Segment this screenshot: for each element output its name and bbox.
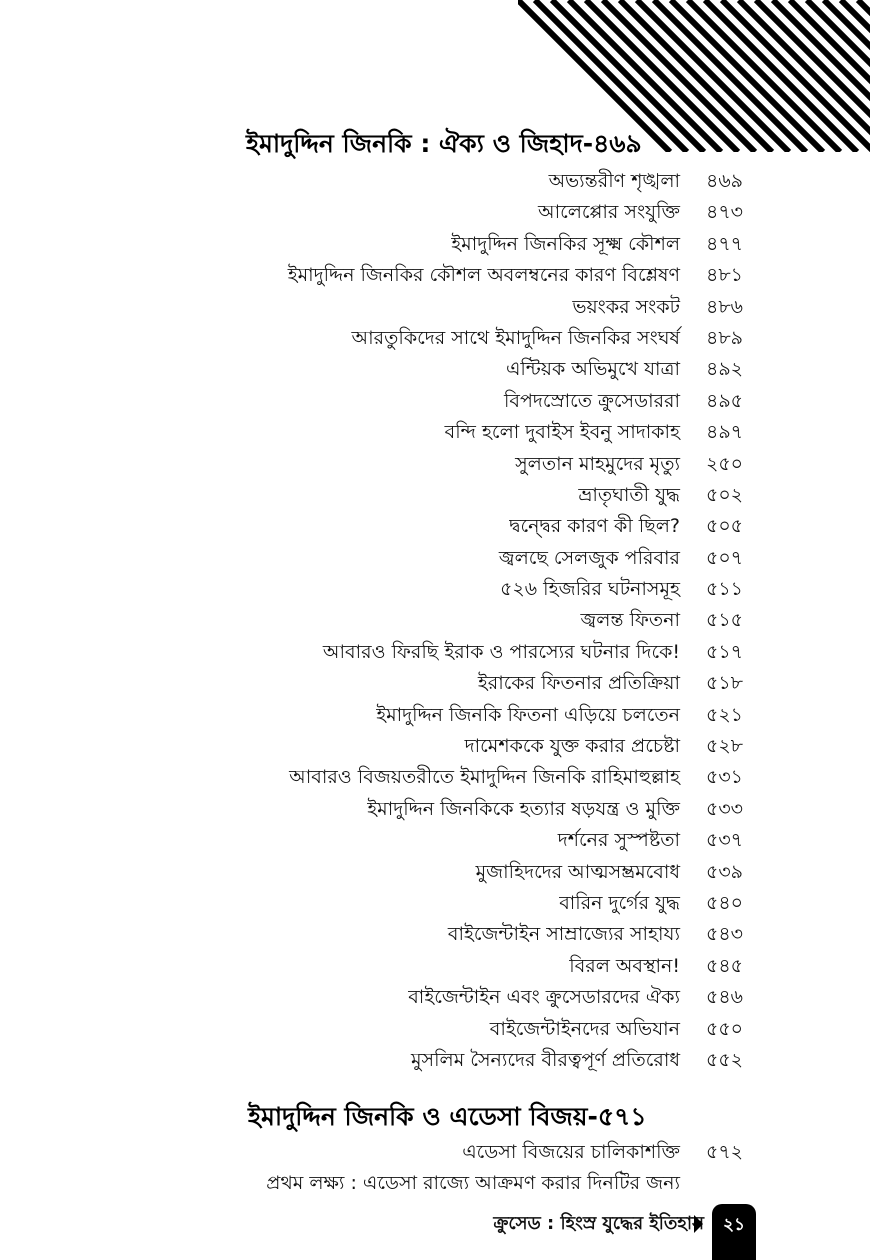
- toc-entry-page: ৫৫২: [706, 1048, 744, 1071]
- toc-entry-page: ৫৪৫: [706, 954, 743, 977]
- toc-entry-page: ৫০২: [706, 483, 744, 506]
- toc-entry-page: ৫০৭: [706, 546, 744, 569]
- toc-entry-title: ৫২৬ হিজরির ঘটনাসমূহ: [500, 578, 680, 601]
- toc-entry-title: জ্বলছে সেলজুক পরিবার: [498, 546, 680, 569]
- running-footer-book-title: ক্রুসেড : হিংস্র যুদ্ধের ইতিহাস: [493, 1213, 704, 1234]
- toc-entry: [0, 292, 870, 323]
- toc-entry-page: ৫১৭: [706, 640, 744, 663]
- toc-entry-page: ৫৩১: [706, 766, 744, 789]
- toc-entry-title: বিপদস্রোতে ক্রুসেডাররা: [503, 389, 680, 412]
- toc-entry: [0, 762, 870, 793]
- toc-entry-title: দর্শনের সুস্পষ্টতা: [557, 829, 680, 852]
- toc-entry-title: বাইজেন্টাইনদের অভিযান: [489, 1017, 680, 1040]
- toc-entry-title: এডেসা বিজয়ের চালিকাশক্তি: [462, 1141, 680, 1163]
- toc-entry: [0, 794, 870, 825]
- toc-entry-title: প্রথম লক্ষ্য : এডেসা রাজ্যে আক্রমণ করার দিনটির জন্য: [266, 1172, 680, 1195]
- toc-entry-page: ৫১৮: [706, 672, 743, 695]
- toc-entry-title: মুজাহিদদের আত্মসম্ভ্রমবোধ: [475, 860, 680, 883]
- toc-entry-page: ৫০৫: [706, 515, 744, 538]
- toc-entry-title: বারিন দুর্গের যুদ্ধ: [559, 891, 680, 914]
- toc-entry-title: আবারও বিজয়তরীতে ইমাদুদ্দিন জিনকি রাহিমাহুল্লাহ: [289, 766, 680, 789]
- toc-entry: [0, 166, 870, 197]
- toc-entry: [0, 1014, 870, 1045]
- toc-entry: [0, 511, 870, 542]
- toc-entry: [0, 449, 870, 480]
- toc-entry-page: ৪৮৬: [706, 295, 744, 318]
- toc-entry: [0, 825, 870, 856]
- toc-entry-page: ৫২৮: [706, 735, 744, 758]
- toc-entry-page: ৫৪৩: [706, 923, 744, 946]
- toc-entry: [0, 354, 870, 385]
- toc-list-2: [0, 1137, 870, 1200]
- toc-entry: [0, 888, 870, 919]
- toc-entry-page: ৪৭৩: [706, 201, 744, 224]
- toc-entry-page: ৫৩৭: [706, 829, 744, 852]
- toc-entry: [0, 480, 870, 511]
- toc-entry-page: ২৫০: [706, 452, 744, 475]
- footer-arrow-icon: [694, 1215, 703, 1233]
- toc-entry-title: আলেপ্পোর সংযুক্তি: [537, 201, 680, 224]
- toc-entry-page: ৫৫০: [706, 1017, 744, 1040]
- toc-entry: [0, 260, 870, 291]
- toc-entry-title: দ্বন্দ্বের কারণ কী ছিল?: [509, 515, 680, 538]
- toc-entry-page: ৫৪৬: [706, 986, 744, 1009]
- toc-entry-page: ৪৮৯: [706, 326, 743, 349]
- section-heading-2: ইমাদুদ্দিন জিনকি ও এডেসা বিজয়-৫৭১: [248, 1102, 647, 1131]
- toc-entry-title: মুসলিম সৈন্যদের বীরত্বপূর্ণ প্রতিরোধ: [411, 1048, 680, 1071]
- page-number: ২১: [722, 1215, 746, 1235]
- toc-entry-title: ইরাকের ফিতনার প্রতিক্রিয়া: [477, 672, 680, 695]
- toc-entry: [0, 417, 870, 448]
- toc-entry-title: ইমাদুদ্দিন জিনকিকে হত্যার ষড়যন্ত্র ও মুক্তি: [367, 797, 680, 820]
- toc-entry: [0, 637, 870, 668]
- toc-entry-title: অভ্যন্তরীণ শৃঙ্খলা: [548, 170, 680, 192]
- toc-entry-title: বাইজেন্টাইন সাম্রাজ্যের সাহায্য: [447, 923, 680, 946]
- toc-entry-page: ৪৬৯: [706, 170, 744, 192]
- toc-entry-title: সুলতান মাহমুদের মৃত্যু: [515, 452, 680, 475]
- toc-entry: [0, 574, 870, 605]
- toc-entry: [0, 543, 870, 574]
- section-heading-1: ইমাদুদ্দিন জিনকি : ঐক্য ও জিহাদ-৪৬৯: [246, 129, 642, 158]
- toc-list-1: [0, 166, 870, 1076]
- toc-entry-page: ৫২১: [706, 703, 744, 726]
- toc-entry: [0, 1137, 870, 1168]
- toc-entry-title: বিরল অবস্থান!: [569, 954, 680, 977]
- toc-entry-page: ৫১১: [706, 578, 743, 601]
- toc-entry-title: বন্দি হলো দুবাইস ইবনু সাদাকাহ: [444, 421, 680, 444]
- toc-entry-page: ৪৯৫: [706, 389, 743, 412]
- toc-entry-title: এন্টিয়ক অভিমুখে যাত্রা: [505, 358, 680, 381]
- toc-entry-title: আবারও ফিরছি ইরাক ও পারস্যের ঘটনার দিকে!: [322, 640, 680, 663]
- toc-entry: [0, 857, 870, 888]
- toc-entry: [0, 700, 870, 731]
- toc-entry: [0, 951, 870, 982]
- toc-entry: [0, 323, 870, 354]
- toc-entry-title: দামেশককে যুক্ত করার প্রচেষ্টা: [464, 735, 680, 758]
- page-number-tab: [712, 1204, 756, 1260]
- toc-entry-page: ৪৮১: [706, 264, 743, 287]
- toc-entry: [0, 605, 870, 636]
- toc-entry-title: ভ্রাতৃঘাতী যুদ্ধ: [578, 483, 680, 506]
- toc-entry-title: ইমাদুদ্দিন জিনকির কৌশল অবলম্বনের কারণ বিশ্লেষণ: [287, 264, 680, 287]
- toc-entry-page: ৪৯৭: [706, 421, 744, 444]
- toc-entry-title: আরতুকিদের সাথে ইমাদুদ্দিন জিনকির সংঘর্ষ: [351, 326, 680, 349]
- toc-entry-page: ৪৭৭: [706, 232, 744, 255]
- toc-entry-page: ৫৩৯: [706, 860, 744, 883]
- toc-entry-page: ৫১৫: [706, 609, 743, 632]
- toc-entry-page: ৫৩৩: [706, 797, 744, 820]
- toc-entry-page: ৪৯২: [706, 358, 744, 381]
- toc-entry-title: ইমাদুদ্দিন জিনকি ফিতনা এড়িয়ে চলতেন: [376, 703, 680, 726]
- toc-entry: [0, 197, 870, 228]
- toc-entry-title: জ্বলন্ত ফিতনা: [580, 609, 680, 632]
- toc-entry: [0, 229, 870, 260]
- toc-entry: [0, 668, 870, 699]
- toc-entry: [0, 919, 870, 950]
- toc-entry: [0, 982, 870, 1013]
- toc-entry: [0, 731, 870, 762]
- toc-entry-title: ইমাদুদ্দিন জিনকির সূক্ষ্ম কৌশল: [451, 232, 680, 255]
- toc-entry-title: বাইজেন্টাইন এবং ক্রুসেডারদের ঐক্য: [408, 986, 680, 1009]
- toc-entry-page: ৫৪০: [706, 891, 744, 914]
- toc-entry: [0, 386, 870, 417]
- toc-entry-title: ভয়ংকর সংকট: [572, 295, 680, 318]
- toc-entry-page: ৫৭২: [706, 1141, 744, 1163]
- toc-entry: [0, 1168, 870, 1199]
- toc-entry: [0, 1045, 870, 1076]
